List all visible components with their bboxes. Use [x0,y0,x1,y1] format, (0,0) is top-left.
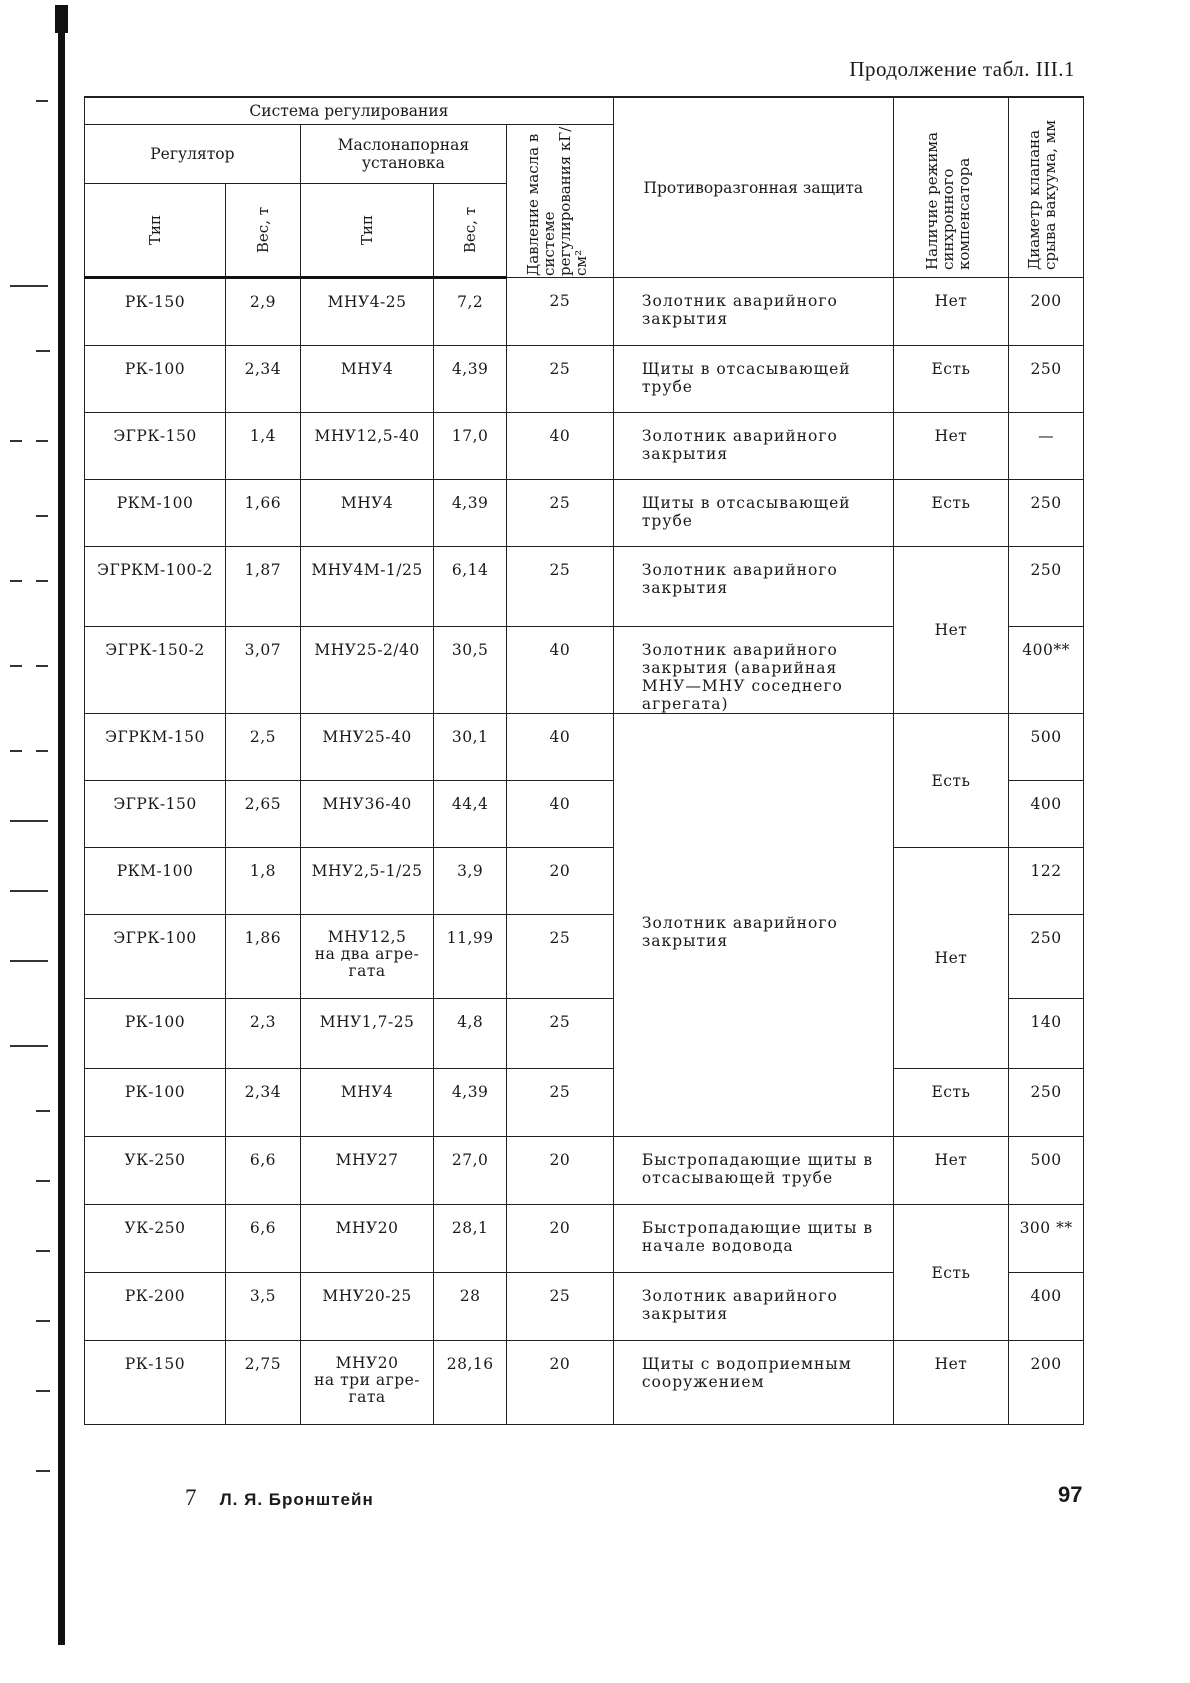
oil-pressure: 25 [506,1069,613,1137]
table-row [85,413,1084,480]
sync-mode: Нет [893,848,1008,1069]
regulator-weight: 2,3 [226,999,301,1069]
table-row [85,480,1084,547]
protection: Золотник аварийного закрытия (аварийная МНУ—МНУ соседнего агрегата) [613,627,893,714]
oil-pressure: 40 [506,781,613,848]
protection: Щиты в отсасывающей трубе [613,346,893,413]
oil-unit-type: МНУ20-25 [300,1273,434,1341]
oil-unit-weight: 3,9 [434,848,507,915]
sync-mode: Нет [893,413,1008,480]
protection: Золотник аварийного закрытия [613,1273,893,1341]
header-mnu-weight: Вес, т [434,184,507,278]
regulator-weight: 1,87 [226,547,301,627]
table-row [85,346,1084,413]
protection: Золотник аварийного закрытия [613,413,893,480]
valve-diameter: 250 [1009,480,1084,547]
regulator-weight: 1,4 [226,413,301,480]
oil-unit-type: МНУ25-2/40 [300,627,434,714]
regulator-type: УК-250 [85,1137,226,1205]
margin-marks [0,0,60,1683]
sync-mode: Нет [893,278,1008,346]
author-name: Л. Я. Бронштейн [219,1490,374,1509]
oil-unit-weight: 30,1 [434,714,507,781]
regulator-weight: 1,86 [226,915,301,999]
header-valve: Диаметр клапана срыва вакуума, мм [1009,97,1084,278]
oil-pressure: 40 [506,714,613,781]
oil-unit-weight: 11,99 [434,915,507,999]
oil-unit-weight: 30,5 [434,627,507,714]
valve-diameter: 250 [1009,1069,1084,1137]
sync-mode: Нет [893,1137,1008,1205]
oil-unit-weight: 28,16 [434,1341,507,1425]
oil-pressure: 25 [506,999,613,1069]
valve-diameter: 400 [1009,781,1084,848]
oil-unit-type: МНУ36-40 [300,781,434,848]
header-reg-weight: Вес, т [226,184,301,278]
oil-pressure: 20 [506,1341,613,1425]
oil-pressure: 40 [506,413,613,480]
protection: Золотник аварийного закрытия [613,547,893,627]
valve-diameter: 400 [1009,1273,1084,1341]
regulator-type: УК-250 [85,1205,226,1273]
sync-mode: Есть [893,714,1008,848]
oil-unit-weight: 6,14 [434,547,507,627]
regulator-weight: 6,6 [226,1137,301,1205]
valve-diameter: 400** [1009,627,1084,714]
table-row [85,1205,1084,1273]
regulator-type: РК-100 [85,346,226,413]
regulator-weight: 2,34 [226,346,301,413]
oil-unit-type: МНУ1,7-25 [300,999,434,1069]
regulator-type: ЭГРК-150 [85,781,226,848]
valve-diameter: 250 [1009,915,1084,999]
oil-unit-type: МНУ20 [300,1205,434,1273]
header-reg-type: Тип [85,184,226,278]
regulator-weight: 2,65 [226,781,301,848]
sync-mode: Есть [893,346,1008,413]
protection: Золотник аварийного закрытия [613,714,893,1137]
oil-unit-weight: 44,4 [434,781,507,848]
regulator-type: РК-100 [85,999,226,1069]
regulator-weight: 2,5 [226,714,301,781]
signature-number: 7 [185,1485,197,1510]
table-row [85,848,1084,915]
protection: Быстропадающие щиты в начале водовода [613,1205,893,1273]
protection: Щиты с водоприемным сооружением [613,1341,893,1425]
protection: Быстропадающие щиты в отсасывающей трубе [613,1137,893,1205]
table-row [85,1341,1084,1425]
oil-pressure: 25 [506,915,613,999]
valve-diameter: 200 [1009,278,1084,346]
oil-unit-weight: 28,1 [434,1205,507,1273]
valve-diameter: 250 [1009,547,1084,627]
oil-unit-type: МНУ4 [300,480,434,547]
oil-pressure: 20 [506,1205,613,1273]
sync-mode: Есть [893,480,1008,547]
oil-unit-weight: 27,0 [434,1137,507,1205]
oil-pressure: 20 [506,1137,613,1205]
table-row [85,547,1084,627]
regulator-weight: 1,66 [226,480,301,547]
oil-pressure: 25 [506,346,613,413]
regulator-type: ЭГРК-100 [85,915,226,999]
table-caption: Продолжение табл. III.1 [849,57,1075,81]
regulator-weight: 2,75 [226,1341,301,1425]
oil-unit-type: МНУ4М-1/25 [300,547,434,627]
oil-unit-weight: 4,39 [434,480,507,547]
header-protection: Противоразгонная защита [613,97,893,278]
valve-diameter: 140 [1009,999,1084,1069]
table-row [85,1069,1084,1137]
regulator-weight: 3,5 [226,1273,301,1341]
oil-pressure: 25 [506,547,613,627]
table-row [85,278,1084,346]
oil-unit-type: МНУ2,5-1/25 [300,848,434,915]
sync-mode: Нет [893,1341,1008,1425]
oil-unit-weight: 4,39 [434,346,507,413]
regulator-type: РК-150 [85,278,226,346]
regulator-type: РКМ-100 [85,480,226,547]
sync-mode: Нет [893,547,1008,714]
regulator-type: РКМ-100 [85,848,226,915]
regulator-type: ЭГРК-150 [85,413,226,480]
oil-pressure: 40 [506,627,613,714]
valve-diameter: 122 [1009,848,1084,915]
oil-pressure: 25 [506,480,613,547]
regulator-weight: 3,07 [226,627,301,714]
valve-diameter: 500 [1009,1137,1084,1205]
oil-unit-type: МНУ12,5 на два агре- гата [300,915,434,999]
regulator-type: РК-200 [85,1273,226,1341]
regulator-weight: 2,34 [226,1069,301,1137]
regulator-weight: 2,9 [226,278,301,346]
table-row [85,1137,1084,1205]
regulator-type: РК-150 [85,1341,226,1425]
header-sync: Наличие режима синхронного компенсатора [893,97,1008,278]
valve-diameter: 500 [1009,714,1084,781]
regulator-weight: 6,6 [226,1205,301,1273]
oil-unit-weight: 17,0 [434,413,507,480]
oil-unit-weight: 28 [434,1273,507,1341]
regulator-type: ЭГРК-150-2 [85,627,226,714]
oil-pressure: 20 [506,848,613,915]
valve-diameter: 250 [1009,346,1084,413]
header-oil-unit: Маслонапорная установка [300,125,506,184]
oil-unit-weight: 7,2 [434,278,507,346]
sync-mode: Есть [893,1069,1008,1137]
oil-unit-type: МНУ12,5-40 [300,413,434,480]
valve-diameter: — [1009,413,1084,480]
oil-pressure: 25 [506,1273,613,1341]
oil-unit-type: МНУ4-25 [300,278,434,346]
regulator-weight: 1,8 [226,848,301,915]
oil-pressure: 25 [506,278,613,346]
table-row [85,714,1084,781]
protection: Золотник аварийного закрытия [613,278,893,346]
regulator-type: ЭГРКМ-150 [85,714,226,781]
valve-diameter: 200 [1009,1341,1084,1425]
oil-unit-type: МНУ27 [300,1137,434,1205]
header-system: Система регулирования [85,97,614,125]
header-mnu-type: Тип [300,184,434,278]
header-pressure: Давление масла в системе регулирования кГ/см² [506,125,613,278]
oil-unit-weight: 4,8 [434,999,507,1069]
header-regulator: Регулятор [85,125,301,184]
oil-unit-type: МНУ4 [300,346,434,413]
data-table [84,96,1084,1425]
regulator-type: ЭГРКМ-100-2 [85,547,226,627]
page-footer [185,1485,374,1511]
sync-mode: Есть [893,1205,1008,1341]
oil-unit-type: МНУ4 [300,1069,434,1137]
oil-unit-weight: 4,39 [434,1069,507,1137]
valve-diameter: 300 ** [1009,1205,1084,1273]
page-number: 97 [1058,1482,1083,1507]
regulator-type: РК-100 [85,1069,226,1137]
oil-unit-type: МНУ20 на три агре- гата [300,1341,434,1425]
protection: Щиты в отсасывающей трубе [613,480,893,547]
oil-unit-type: МНУ25-40 [300,714,434,781]
